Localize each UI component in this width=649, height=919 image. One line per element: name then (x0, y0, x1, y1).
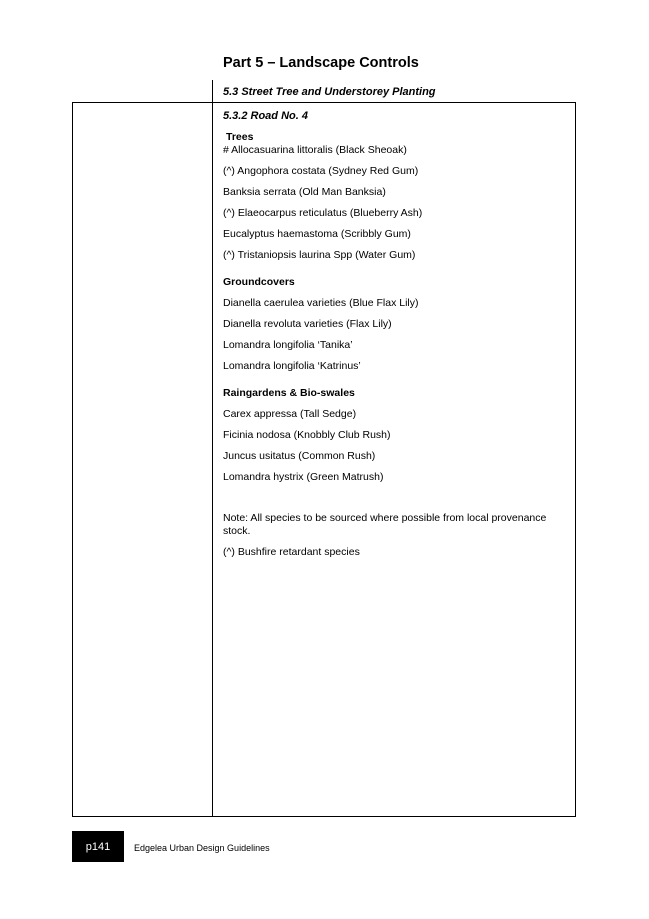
groundcover-item: Lomandra longifolia ‘Tanika’ (223, 339, 353, 351)
tree-item: (^) Tristaniopsis laurina Spp (Water Gum) (223, 249, 416, 261)
groundcover-item: Dianella caerulea varieties (Blue Flax Lily) (223, 297, 419, 309)
raingarden-item: Ficinia nodosa (Knobbly Club Rush) (223, 429, 391, 441)
raingarden-item: Carex appressa (Tall Sedge) (223, 408, 357, 420)
groundcovers-heading: Groundcovers (223, 276, 295, 288)
raingardens-heading: Raingardens & Bio-swales (223, 387, 355, 399)
tree-item: Eucalyptus haemastoma (Scribbly Gum) (223, 228, 411, 240)
trees-group (223, 131, 568, 262)
raingarden-item: Juncus usitatus (Common Rush) (223, 450, 376, 462)
column-rule-top (212, 80, 213, 103)
groundcover-item: Dianella revoluta varieties (Flax Lily) (223, 318, 392, 330)
legend-note: (^) Bushfire retardant species (223, 546, 360, 558)
tree-item: (^) Elaeocarpus reticulatus (Blueberry Ash) (223, 207, 423, 219)
document-title: Edgelea Urban Design Guidelines (134, 843, 270, 853)
groundcovers-group (223, 276, 568, 373)
trees-heading: Trees (226, 131, 254, 143)
column-divider (212, 103, 213, 816)
raingarden-item: Lomandra hystrix (Green Matrush) (223, 471, 384, 483)
raingardens-group (223, 387, 568, 484)
groundcover-item: Lomandra longifolia ‘Katrinus’ (223, 360, 361, 372)
tree-item: Banksia serrata (Old Man Banksia) (223, 186, 386, 198)
planting-content (223, 110, 568, 567)
subsection-title: 5.3.2 Road No. 4 (223, 110, 308, 122)
page-number: p141 (85, 840, 111, 853)
tree-item: # Allocasuarina littoralis (Black Sheoak) (223, 144, 407, 156)
section-title: 5.3 Street Tree and Understorey Planting (223, 86, 436, 98)
page-number-badge (72, 831, 124, 862)
tree-item: (^) Angophora costata (Sydney Red Gum) (223, 165, 419, 177)
part-title: Part 5 – Landscape Controls (223, 55, 419, 71)
provenance-note: Note: All species to be sourced where possible from local provenance stock. (223, 512, 547, 537)
